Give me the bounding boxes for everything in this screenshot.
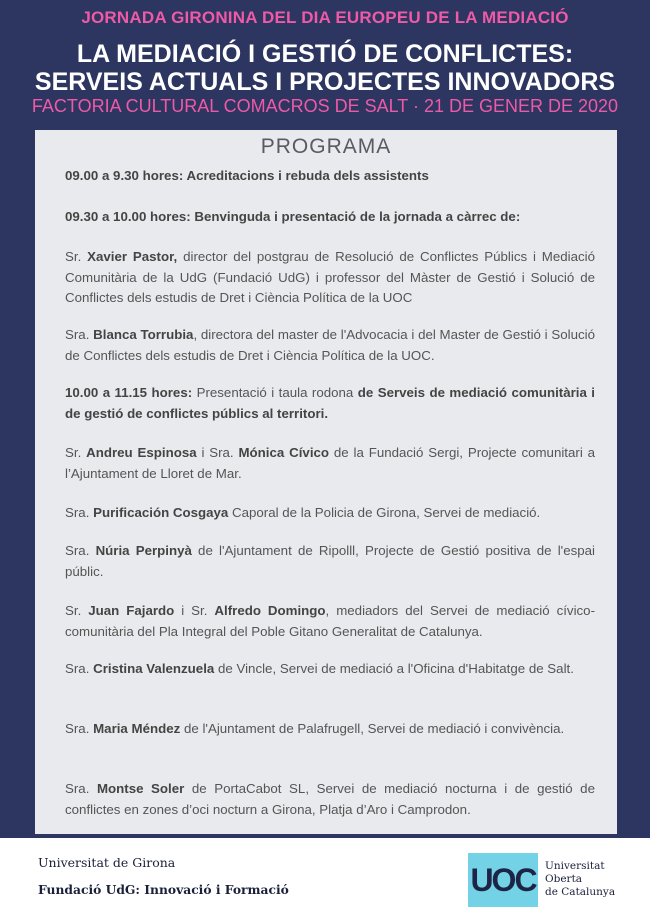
speaker-blanca-torrubia: Sra. Blanca Torrubia, directora del master de l'Advocacia i del Master de Gestió i Solució de Conflictes dels estudis de Dret i Ciència Política de la UOC.	[65, 327, 595, 363]
speaker-maria-mendez: Sra. Maria Méndez de l'Ajuntament de Palafrugell, Servei de mediació i convivència.	[65, 721, 565, 736]
speaker-xavier-pastor: Sr. Xavier Pastor, director del postgrau de Resolució de Conflictes Públics i Mediació Comunitària de la UdG (Fundació UdG) i professor del Màster de Gestió i Solució de Conflictes dels estudis de Dret i Ciència Política de la UOC	[65, 249, 596, 305]
session-accreditation: 09.00 a 9.30 hores: Acreditacions i rebuda dels assistents	[65, 168, 429, 183]
speaker-espinosa-civico: Sr. Andreu Espinosa i Sra. Mónica Cívico de la Fundació Sergi, Projecte comunitari a l’Ajuntament de Lloret de Mar.	[65, 445, 596, 481]
speaker-nuria-perpinya: Sra. Núria Perpinyà de l'Ajuntament de Ripolll, Projecte de Gestió positiva de l'espai públic.	[65, 543, 595, 579]
udg-logo-line-2: Fundació UdG: Innovació i Formació	[38, 882, 289, 897]
uoc-name: Universitat Oberta de Catalunya	[545, 860, 616, 898]
udg-logo-line-1: Universitat de Girona	[38, 855, 176, 870]
session-roundtable: 10.00 a 11.15 hores: Presentació i taula rodona de Serveis de mediació comunitària i de gestió de conflictes públics al territori.	[65, 385, 595, 421]
venue-date: FACTORIA CULTURAL COMACROS DE SALT · 21 DE GENER DE 2020	[31, 96, 619, 116]
program-title: PROGRAMA	[260, 135, 392, 158]
speaker-montse-soler: Sra. Montse Soler de PortaCabot SL, Servei de mediació nocturna i de gestió de conflictes en zones d’oci nocturn a Girona, Platja d’Aro i Camprodon.	[65, 781, 595, 817]
speaker-fajardo-domingo: Sr. Juan Fajardo i Sr. Alfredo Domingo, mediadors del Servei de mediació cívico-comunitària del Pla Integral del Poble Gitano Generalitat de Catalunya.	[65, 603, 596, 639]
program-panel	[35, 130, 617, 834]
footer	[0, 838, 650, 920]
title-line-1: LA MEDIACIÓ I GESTIÓ DE CONFLICTES:	[76, 40, 574, 68]
speaker-cristina-valenzuela: Sra. Cristina Valenzuela de Vincle, Servei de mediació a l'Oficina d'Habitatge de Salt.	[65, 661, 574, 676]
uoc-logo: UOC	[468, 853, 538, 907]
program-content	[65, 166, 595, 820]
session-welcome: 09.30 a 10.00 hores: Benvinguda i presentació de la jornada a càrrec de:	[65, 209, 521, 224]
event-name: JORNADA GIRONINA DEL DIA EUROPEU DE LA MEDIACIÓ	[81, 8, 569, 27]
title-line-2: SERVEIS ACTUALS I PROJECTES INNOVADORS	[34, 68, 616, 96]
speaker-purificacion-cosgaya: Sra. Purificación Cosgaya Caporal de la Policia de Girona, Servei de mediació.	[65, 505, 541, 520]
